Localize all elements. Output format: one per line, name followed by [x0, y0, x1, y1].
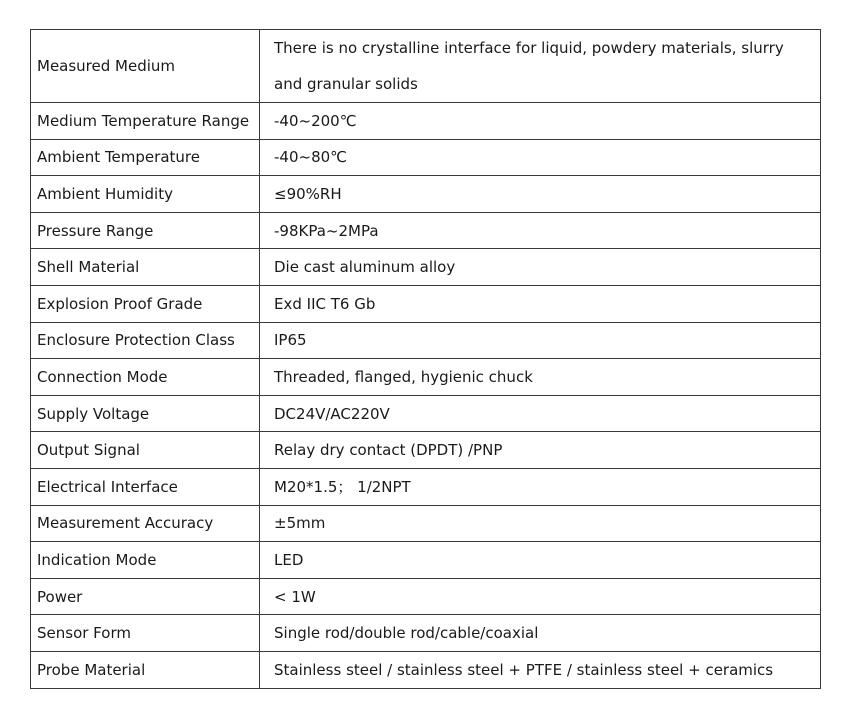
- spec-value: Stainless steel / stainless steel + PTFE / stainless steel + ceramics: [260, 651, 821, 688]
- spec-label: Sensor Form: [31, 615, 260, 652]
- spec-value: Threaded, flanged, hygienic chuck: [260, 359, 821, 396]
- table-row: [31, 468, 821, 505]
- spec-label: Pressure Range: [31, 212, 260, 249]
- table-row: [31, 285, 821, 322]
- table-row: [31, 103, 821, 140]
- spec-label: Output Signal: [31, 432, 260, 469]
- table-row: [31, 30, 821, 103]
- table-row: [31, 615, 821, 652]
- table-row: [31, 176, 821, 213]
- spec-value: IP65: [260, 322, 821, 359]
- spec-value: -40~200℃: [260, 103, 821, 140]
- spec-label: Supply Voltage: [31, 395, 260, 432]
- spec-value: LED: [260, 542, 821, 579]
- spec-value: M20*1.5； 1/2NPT: [260, 468, 821, 505]
- spec-value: -98KPa~2MPa: [260, 212, 821, 249]
- spec-label: Measured Medium: [31, 30, 260, 103]
- table-row: [31, 322, 821, 359]
- table-row: [31, 651, 821, 688]
- spec-label: Shell Material: [31, 249, 260, 286]
- spec-value: DC24V/AC220V: [260, 395, 821, 432]
- spec-value: There is no crystalline interface for liquid, powdery materials, slurry and granular solids: [260, 30, 821, 103]
- spec-value: Die cast aluminum alloy: [260, 249, 821, 286]
- table-row: [31, 139, 821, 176]
- spec-label: Probe Material: [31, 651, 260, 688]
- spec-label: Measurement Accuracy: [31, 505, 260, 542]
- spec-table: [30, 29, 821, 689]
- table-row: [31, 212, 821, 249]
- spec-label: Electrical Interface: [31, 468, 260, 505]
- table-row: [31, 359, 821, 396]
- spec-value: < 1W: [260, 578, 821, 615]
- table-row: [31, 432, 821, 469]
- table-row: [31, 249, 821, 286]
- spec-value: ±5mm: [260, 505, 821, 542]
- spec-label: Enclosure Protection Class: [31, 322, 260, 359]
- spec-label: Ambient Humidity: [31, 176, 260, 213]
- spec-value: Relay dry contact (DPDT) /PNP: [260, 432, 821, 469]
- spec-label: Medium Temperature Range: [31, 103, 260, 140]
- table-row: [31, 542, 821, 579]
- table-row: [31, 578, 821, 615]
- spec-label: Power: [31, 578, 260, 615]
- spec-label: Explosion Proof Grade: [31, 285, 260, 322]
- table-row: [31, 505, 821, 542]
- table-row: [31, 395, 821, 432]
- spec-value: Single rod/double rod/cable/coaxial: [260, 615, 821, 652]
- spec-label: Connection Mode: [31, 359, 260, 396]
- spec-value: -40~80℃: [260, 139, 821, 176]
- spec-value: ≤90%RH: [260, 176, 821, 213]
- spec-value: Exd IIC T6 Gb: [260, 285, 821, 322]
- spec-label: Indication Mode: [31, 542, 260, 579]
- spec-label: Ambient Temperature: [31, 139, 260, 176]
